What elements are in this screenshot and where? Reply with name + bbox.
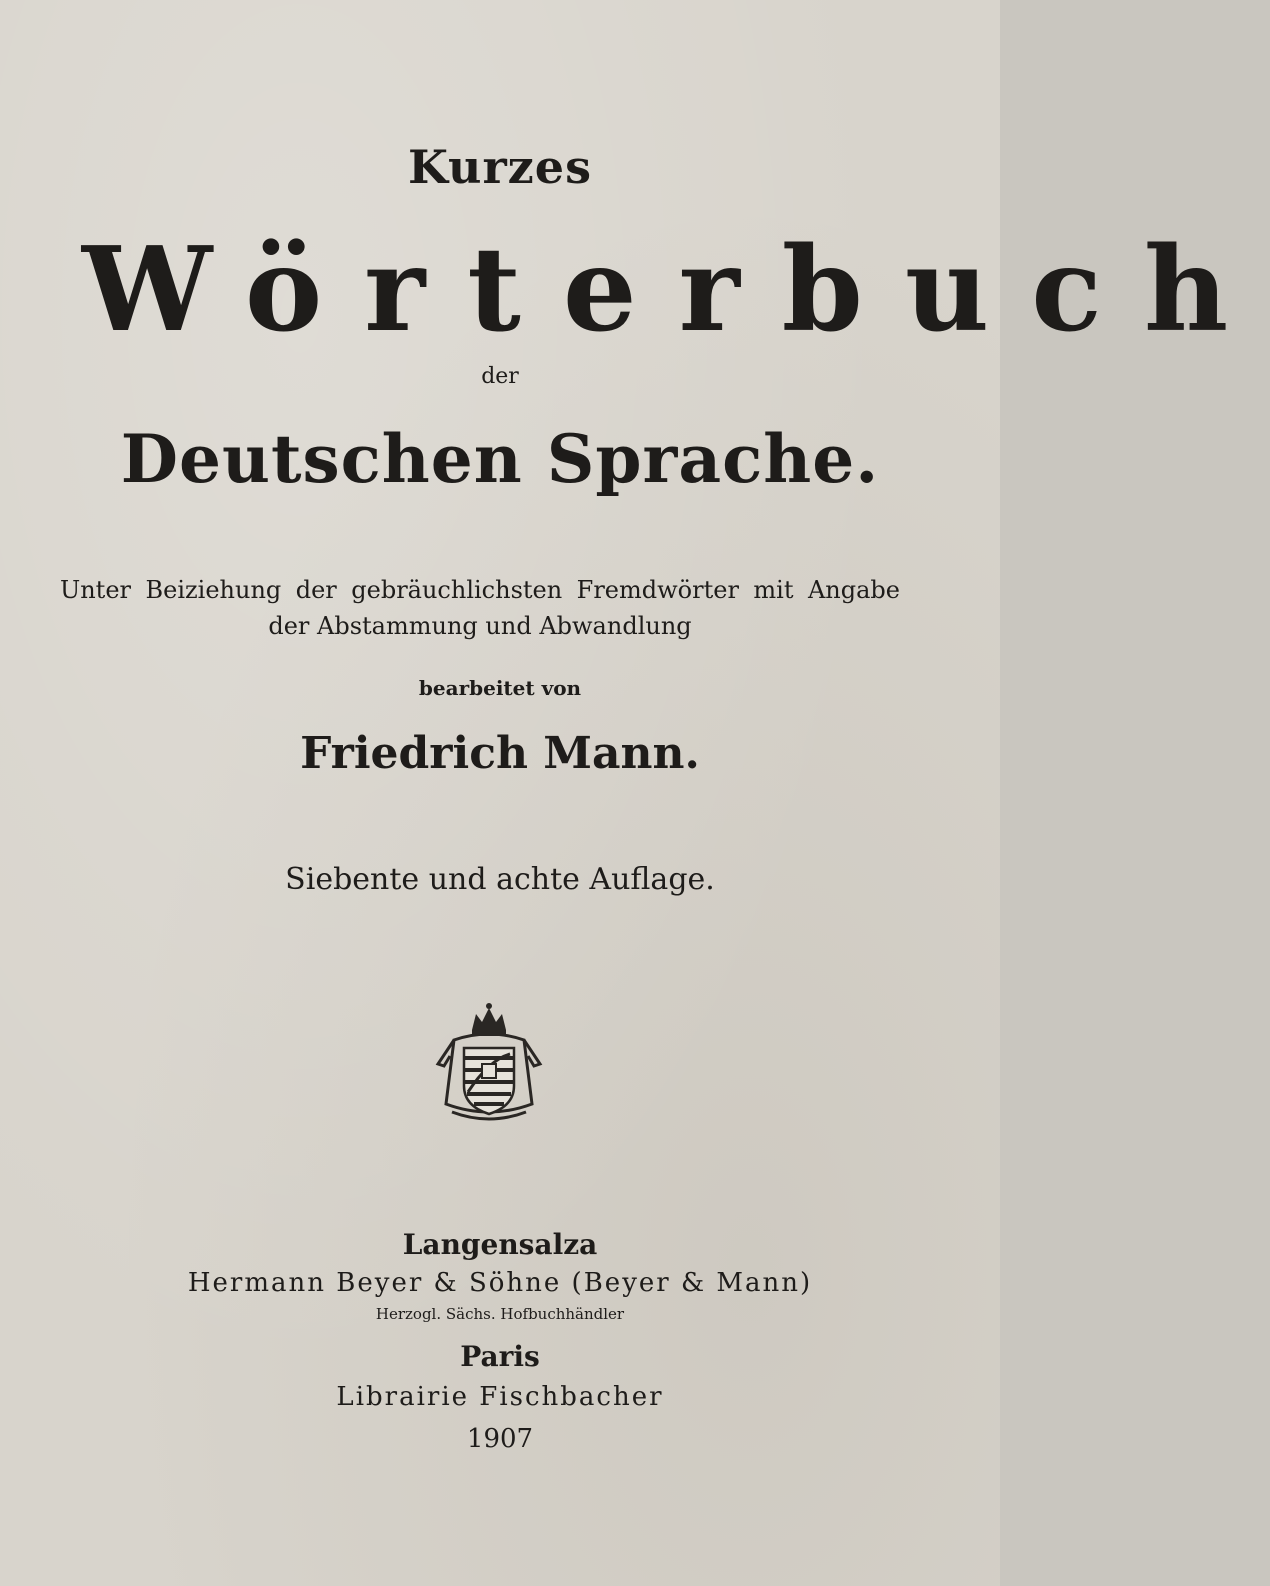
author-name: Friedrich Mann.: [300, 728, 700, 779]
publication-year: 1907: [466, 1424, 534, 1454]
description: Unter Beiziehung der gebräuchlichsten Fremdwörter mit Angabe der Abstammung und Abwandlung: [60, 576, 900, 640]
second-publisher: Librairie Fischbacher: [336, 1382, 664, 1412]
subtitle: Deutschen Sprache.: [120, 420, 880, 498]
main-title: Wörterbuch: [82, 222, 1270, 358]
title-article: der: [481, 364, 519, 389]
publisher-city: Langensalza: [402, 1228, 598, 1261]
title-prefix: Kurzes: [408, 140, 592, 194]
publisher-name: Hermann Beyer & Söhne (Beyer & Mann): [187, 1268, 813, 1298]
edited-by-label: bearbeitet von: [418, 676, 582, 700]
coat-of-arms-icon: [432, 1000, 547, 1128]
second-city: Paris: [460, 1340, 540, 1373]
publisher-title: Herzogl. Sächs. Hofbuchhändler: [375, 1305, 625, 1323]
edition-statement: Siebente und achte Auflage.: [285, 862, 715, 897]
